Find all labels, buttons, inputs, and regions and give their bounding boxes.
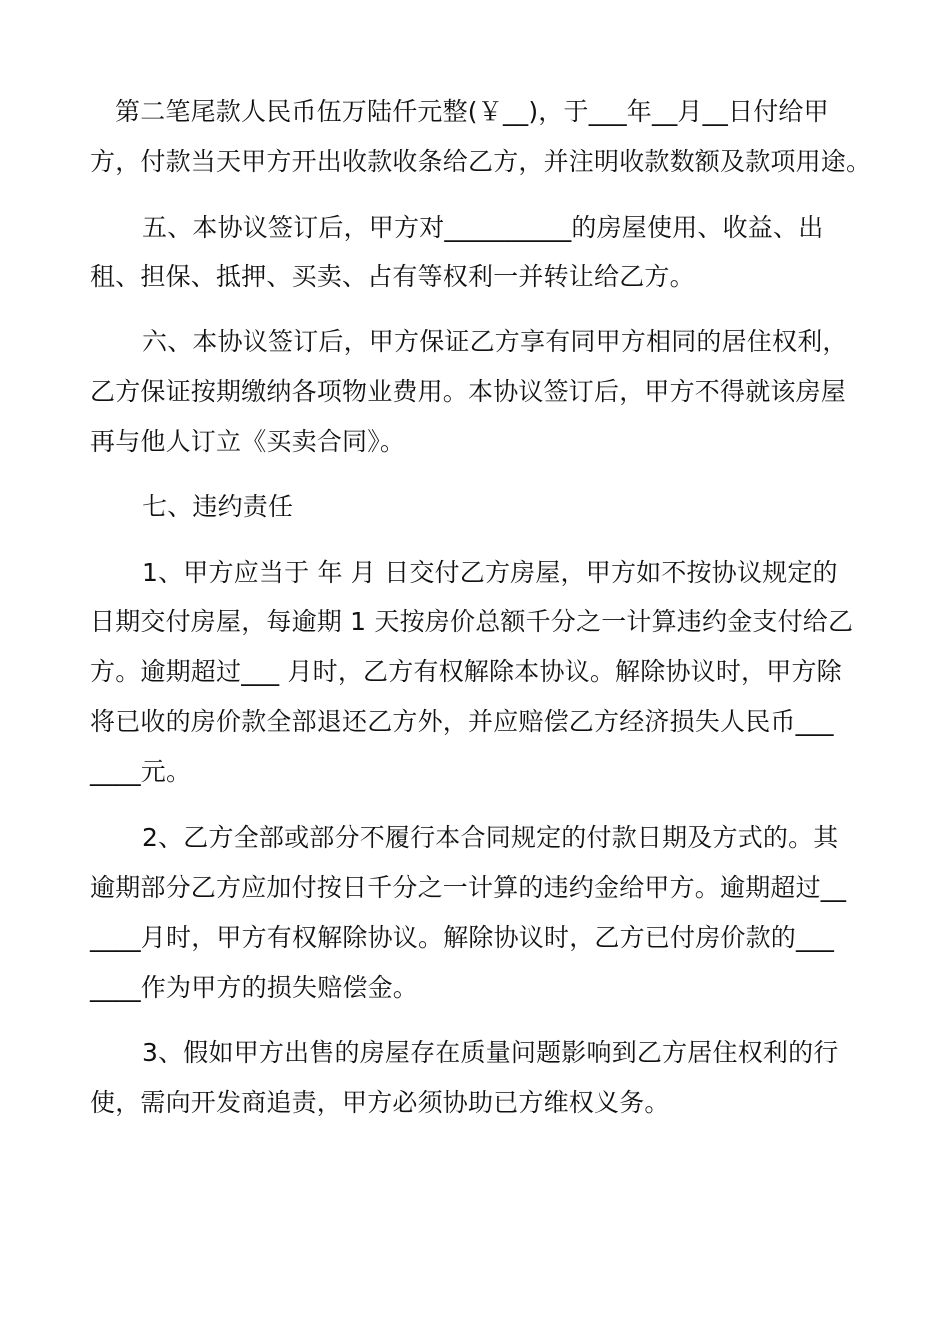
text-line: 第二笔尾款人民币伍万陆仟元整(￥__)，于___年__月__日付给甲 (115, 97, 829, 126)
text-line: 1、甲方应当于 年 月 日交付乙方房屋，甲方如不按协议规定的 (142, 558, 838, 587)
text-line: 六、本协议签订后，甲方保证乙方享有同甲方相同的居住权利， (142, 327, 848, 356)
text-line: 方。逾期超过___ 月时，乙方有权解除本协议。解除协议时，甲方除 (90, 657, 842, 686)
text-line: ____元。 (90, 757, 192, 786)
section-heading: 七、违约责任 (142, 492, 294, 521)
text-line: 将已收的房价款全部退还乙方外，并应赔偿乙方经济损失人民币___ (90, 707, 834, 736)
text-line: 使，需向开发商追责，甲方必须协助已方维权义务。 (90, 1088, 670, 1117)
text-line: 3、假如甲方出售的房屋存在质量问题影响到乙方居住权利的行 (142, 1038, 839, 1067)
text-line: 日期交付房屋，每逾期 1 天按房价总额千分之一计算违约金支付给乙 (90, 607, 854, 636)
text-line: 乙方保证按期缴纳各项物业费用。本协议签订后，甲方不得就该房屋 (90, 377, 847, 406)
text-line: 五、本协议签订后，甲方对__________的房屋使用、收益、出 (142, 213, 824, 242)
text-line: ____作为甲方的损失赔偿金。 (90, 973, 419, 1002)
text-line: 租、担保、抵押、买卖、占有等权利一并转让给乙方。 (90, 262, 695, 291)
text-line: 方，付款当天甲方开出收款收条给乙方，并注明收款数额及款项用途。 (90, 147, 872, 176)
text-line: 2、乙方全部或部分不履行本合同规定的付款日期及方式的。其 (142, 823, 839, 852)
text-line: ____月时，甲方有权解除协议。解除协议时，乙方已付房价款的___ (90, 923, 835, 952)
text-line: 再与他人订立《买卖合同》。 (90, 427, 406, 456)
text-line: 逾期部分乙方应加付按日千分之一计算的违约金给甲方。逾期超过__ (90, 873, 847, 902)
